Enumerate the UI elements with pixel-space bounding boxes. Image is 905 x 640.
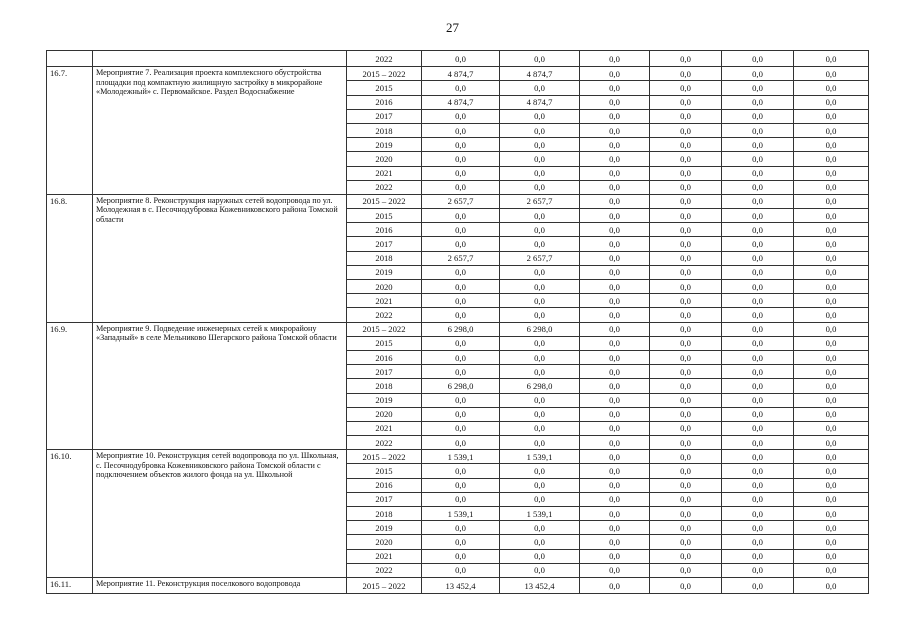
value-cell: 0,0 bbox=[794, 81, 869, 95]
value-cell: 0,0 bbox=[500, 265, 580, 279]
value-cell: 0,0 bbox=[422, 436, 500, 450]
value-cell: 0,0 bbox=[650, 350, 722, 364]
value-cell: 0,0 bbox=[500, 464, 580, 478]
value-cell: 0,0 bbox=[650, 478, 722, 492]
value-cell: 0,0 bbox=[580, 521, 650, 535]
value-cell: 0,0 bbox=[580, 365, 650, 379]
value-cell: 0,0 bbox=[794, 492, 869, 506]
value-cell: 0,0 bbox=[794, 478, 869, 492]
table-row bbox=[47, 51, 869, 67]
value-cell: 0,0 bbox=[422, 166, 500, 180]
value-cell: 0,0 bbox=[650, 379, 722, 393]
value-cell: 0,0 bbox=[500, 393, 580, 407]
year-cell: 2015 – 2022 bbox=[347, 577, 422, 593]
value-cell: 0,0 bbox=[500, 180, 580, 194]
value-cell: 0,0 bbox=[580, 194, 650, 208]
year-cell: 2017 bbox=[347, 109, 422, 123]
value-cell: 0,0 bbox=[794, 322, 869, 336]
value-cell: 0,0 bbox=[650, 336, 722, 350]
value-cell: 0,0 bbox=[422, 535, 500, 549]
value-cell: 0,0 bbox=[580, 81, 650, 95]
value-cell: 0,0 bbox=[722, 152, 794, 166]
value-cell: 0,0 bbox=[722, 336, 794, 350]
value-cell: 0,0 bbox=[580, 492, 650, 506]
value-cell: 0,0 bbox=[500, 436, 580, 450]
value-cell: 0,0 bbox=[422, 123, 500, 137]
year-cell: 2021 bbox=[347, 166, 422, 180]
value-cell: 0,0 bbox=[650, 280, 722, 294]
value-cell: 0,0 bbox=[722, 563, 794, 577]
value-cell: 0,0 bbox=[722, 322, 794, 336]
year-cell: 2019 bbox=[347, 521, 422, 535]
value-cell: 0,0 bbox=[422, 365, 500, 379]
value-cell: 0,0 bbox=[794, 237, 869, 251]
value-cell: 0,0 bbox=[794, 138, 869, 152]
value-cell: 0,0 bbox=[650, 365, 722, 379]
value-cell: 0,0 bbox=[580, 152, 650, 166]
year-cell: 2017 bbox=[347, 365, 422, 379]
year-cell: 2020 bbox=[347, 407, 422, 421]
value-cell: 0,0 bbox=[722, 393, 794, 407]
value-cell: 0,0 bbox=[500, 138, 580, 152]
value-cell: 0,0 bbox=[722, 223, 794, 237]
item-number-cell: 16.7. bbox=[47, 67, 93, 195]
value-cell: 0,0 bbox=[794, 51, 869, 67]
value-cell: 0,0 bbox=[794, 280, 869, 294]
value-cell: 0,0 bbox=[722, 379, 794, 393]
value-cell: 0,0 bbox=[650, 393, 722, 407]
value-cell: 0,0 bbox=[650, 265, 722, 279]
value-cell: 0,0 bbox=[500, 549, 580, 563]
value-cell: 0,0 bbox=[422, 265, 500, 279]
value-cell: 0,0 bbox=[500, 223, 580, 237]
value-cell: 0,0 bbox=[580, 237, 650, 251]
value-cell: 4 874,7 bbox=[500, 67, 580, 81]
budget-table bbox=[46, 50, 869, 594]
value-cell: 0,0 bbox=[422, 51, 500, 67]
value-cell: 0,0 bbox=[794, 95, 869, 109]
value-cell: 0,0 bbox=[580, 322, 650, 336]
value-cell: 0,0 bbox=[580, 166, 650, 180]
value-cell: 0,0 bbox=[794, 563, 869, 577]
value-cell: 0,0 bbox=[422, 152, 500, 166]
value-cell: 0,0 bbox=[580, 123, 650, 137]
year-cell: 2016 bbox=[347, 223, 422, 237]
value-cell: 0,0 bbox=[722, 549, 794, 563]
value-cell: 0,0 bbox=[580, 577, 650, 593]
year-cell: 2018 bbox=[347, 507, 422, 521]
value-cell: 0,0 bbox=[794, 407, 869, 421]
value-cell: 0,0 bbox=[650, 237, 722, 251]
year-cell: 2022 bbox=[347, 563, 422, 577]
value-cell: 0,0 bbox=[722, 577, 794, 593]
value-cell: 0,0 bbox=[500, 81, 580, 95]
value-cell: 0,0 bbox=[650, 166, 722, 180]
value-cell: 0,0 bbox=[650, 521, 722, 535]
table-row bbox=[47, 450, 869, 464]
value-cell: 0,0 bbox=[650, 138, 722, 152]
item-description-cell: Мероприятие 8. Реконструкция наружных сетей водопровода по ул. Молодежная в с. Песочнодубровка Кожевниковского района Томской области bbox=[93, 194, 347, 322]
value-cell: 0,0 bbox=[580, 478, 650, 492]
value-cell: 0,0 bbox=[722, 535, 794, 549]
value-cell: 0,0 bbox=[650, 450, 722, 464]
year-cell: 2021 bbox=[347, 294, 422, 308]
table-row bbox=[47, 67, 869, 81]
value-cell: 0,0 bbox=[500, 521, 580, 535]
year-cell: 2022 bbox=[347, 308, 422, 322]
year-cell: 2017 bbox=[347, 492, 422, 506]
value-cell: 1 539,1 bbox=[500, 507, 580, 521]
value-cell: 0,0 bbox=[580, 393, 650, 407]
item-description-cell: Мероприятие 9. Подведение инженерных сетей к микрорайону «Западный» в селе Мельниково Шегарского района Томской области bbox=[93, 322, 347, 450]
value-cell: 0,0 bbox=[580, 436, 650, 450]
value-cell: 0,0 bbox=[794, 464, 869, 478]
value-cell: 0,0 bbox=[580, 251, 650, 265]
value-cell: 0,0 bbox=[580, 379, 650, 393]
value-cell: 0,0 bbox=[794, 308, 869, 322]
value-cell: 6 298,0 bbox=[500, 322, 580, 336]
year-cell: 2019 bbox=[347, 393, 422, 407]
value-cell: 0,0 bbox=[650, 563, 722, 577]
value-cell: 0,0 bbox=[650, 464, 722, 478]
year-cell: 2019 bbox=[347, 265, 422, 279]
value-cell: 0,0 bbox=[794, 507, 869, 521]
year-cell: 2015 – 2022 bbox=[347, 450, 422, 464]
value-cell: 0,0 bbox=[422, 308, 500, 322]
year-cell: 2021 bbox=[347, 549, 422, 563]
year-cell: 2022 bbox=[347, 436, 422, 450]
table-body bbox=[47, 51, 869, 594]
value-cell: 0,0 bbox=[722, 507, 794, 521]
value-cell: 0,0 bbox=[794, 265, 869, 279]
value-cell: 0,0 bbox=[422, 81, 500, 95]
value-cell: 0,0 bbox=[722, 51, 794, 67]
year-cell: 2017 bbox=[347, 237, 422, 251]
value-cell: 0,0 bbox=[500, 237, 580, 251]
value-cell: 0,0 bbox=[722, 180, 794, 194]
year-cell: 2016 bbox=[347, 350, 422, 364]
value-cell: 0,0 bbox=[650, 95, 722, 109]
value-cell: 0,0 bbox=[500, 336, 580, 350]
value-cell: 0,0 bbox=[650, 223, 722, 237]
value-cell: 0,0 bbox=[722, 166, 794, 180]
value-cell: 0,0 bbox=[500, 350, 580, 364]
value-cell: 0,0 bbox=[500, 421, 580, 435]
value-cell: 0,0 bbox=[580, 350, 650, 364]
value-cell: 0,0 bbox=[580, 209, 650, 223]
value-cell: 0,0 bbox=[650, 549, 722, 563]
value-cell: 0,0 bbox=[422, 180, 500, 194]
value-cell: 0,0 bbox=[650, 577, 722, 593]
year-cell: 2015 – 2022 bbox=[347, 67, 422, 81]
year-cell: 2022 bbox=[347, 180, 422, 194]
value-cell: 4 874,7 bbox=[422, 67, 500, 81]
value-cell: 13 452,4 bbox=[500, 577, 580, 593]
value-cell: 0,0 bbox=[580, 138, 650, 152]
value-cell: 0,0 bbox=[650, 123, 722, 137]
value-cell: 4 874,7 bbox=[422, 95, 500, 109]
value-cell: 0,0 bbox=[794, 194, 869, 208]
value-cell: 0,0 bbox=[794, 166, 869, 180]
value-cell: 0,0 bbox=[580, 308, 650, 322]
value-cell: 0,0 bbox=[722, 308, 794, 322]
value-cell: 0,0 bbox=[422, 393, 500, 407]
value-cell: 0,0 bbox=[650, 81, 722, 95]
year-cell: 2021 bbox=[347, 421, 422, 435]
value-cell: 0,0 bbox=[794, 123, 869, 137]
year-cell: 2022 bbox=[347, 51, 422, 67]
value-cell: 0,0 bbox=[650, 251, 722, 265]
year-cell: 2015 – 2022 bbox=[347, 194, 422, 208]
value-cell: 0,0 bbox=[722, 521, 794, 535]
value-cell: 4 874,7 bbox=[500, 95, 580, 109]
value-cell: 0,0 bbox=[722, 123, 794, 137]
value-cell: 0,0 bbox=[422, 563, 500, 577]
value-cell: 0,0 bbox=[580, 535, 650, 549]
value-cell: 0,0 bbox=[794, 294, 869, 308]
table-row bbox=[47, 194, 869, 208]
item-description-cell: Мероприятие 7. Реализация проекта комплексного обустройства площадки под компактную жилищную застройку в микрорайоне «Молодежный» с. Первомайское. Раздел Водоснабжение bbox=[93, 67, 347, 195]
item-description-cell bbox=[93, 51, 347, 67]
value-cell: 0,0 bbox=[650, 194, 722, 208]
value-cell: 0,0 bbox=[580, 223, 650, 237]
value-cell: 0,0 bbox=[580, 421, 650, 435]
year-cell: 2020 bbox=[347, 280, 422, 294]
value-cell: 0,0 bbox=[422, 421, 500, 435]
value-cell: 0,0 bbox=[580, 109, 650, 123]
value-cell: 6 298,0 bbox=[422, 322, 500, 336]
value-cell: 1 539,1 bbox=[500, 450, 580, 464]
value-cell: 0,0 bbox=[794, 365, 869, 379]
value-cell: 0,0 bbox=[580, 407, 650, 421]
year-cell: 2016 bbox=[347, 478, 422, 492]
value-cell: 2 657,7 bbox=[422, 194, 500, 208]
value-cell: 0,0 bbox=[500, 308, 580, 322]
value-cell: 0,0 bbox=[422, 521, 500, 535]
value-cell: 0,0 bbox=[580, 336, 650, 350]
value-cell: 0,0 bbox=[722, 436, 794, 450]
value-cell: 0,0 bbox=[500, 51, 580, 67]
year-cell: 2015 bbox=[347, 81, 422, 95]
value-cell: 0,0 bbox=[794, 109, 869, 123]
value-cell: 0,0 bbox=[650, 308, 722, 322]
value-cell: 0,0 bbox=[722, 209, 794, 223]
value-cell: 0,0 bbox=[500, 280, 580, 294]
value-cell: 0,0 bbox=[422, 280, 500, 294]
year-cell: 2018 bbox=[347, 379, 422, 393]
value-cell: 0,0 bbox=[794, 577, 869, 593]
value-cell: 0,0 bbox=[794, 535, 869, 549]
value-cell: 2 657,7 bbox=[422, 251, 500, 265]
value-cell: 0,0 bbox=[580, 95, 650, 109]
year-cell: 2018 bbox=[347, 251, 422, 265]
value-cell: 0,0 bbox=[794, 450, 869, 464]
value-cell: 0,0 bbox=[794, 350, 869, 364]
value-cell: 0,0 bbox=[794, 436, 869, 450]
year-cell: 2020 bbox=[347, 152, 422, 166]
value-cell: 0,0 bbox=[422, 294, 500, 308]
item-description-cell: Мероприятие 11. Реконструкция поселкового водопровода bbox=[93, 577, 347, 593]
value-cell: 0,0 bbox=[650, 322, 722, 336]
value-cell: 0,0 bbox=[500, 294, 580, 308]
value-cell: 0,0 bbox=[650, 436, 722, 450]
value-cell: 0,0 bbox=[500, 365, 580, 379]
value-cell: 2 657,7 bbox=[500, 251, 580, 265]
value-cell: 0,0 bbox=[422, 223, 500, 237]
value-cell: 0,0 bbox=[722, 109, 794, 123]
value-cell: 0,0 bbox=[722, 95, 794, 109]
value-cell: 0,0 bbox=[500, 407, 580, 421]
value-cell: 0,0 bbox=[722, 464, 794, 478]
value-cell: 0,0 bbox=[650, 180, 722, 194]
year-cell: 2015 bbox=[347, 464, 422, 478]
value-cell: 0,0 bbox=[580, 265, 650, 279]
value-cell: 0,0 bbox=[422, 109, 500, 123]
year-cell: 2015 – 2022 bbox=[347, 322, 422, 336]
value-cell: 0,0 bbox=[722, 492, 794, 506]
value-cell: 0,0 bbox=[722, 280, 794, 294]
value-cell: 0,0 bbox=[580, 294, 650, 308]
value-cell: 0,0 bbox=[650, 507, 722, 521]
value-cell: 0,0 bbox=[422, 336, 500, 350]
value-cell: 0,0 bbox=[580, 549, 650, 563]
value-cell: 0,0 bbox=[580, 563, 650, 577]
value-cell: 0,0 bbox=[500, 152, 580, 166]
value-cell: 0,0 bbox=[422, 407, 500, 421]
value-cell: 0,0 bbox=[794, 209, 869, 223]
value-cell: 0,0 bbox=[422, 492, 500, 506]
value-cell: 0,0 bbox=[422, 464, 500, 478]
value-cell: 0,0 bbox=[580, 67, 650, 81]
value-cell: 0,0 bbox=[722, 251, 794, 265]
value-cell: 0,0 bbox=[722, 265, 794, 279]
value-cell: 13 452,4 bbox=[422, 577, 500, 593]
value-cell: 6 298,0 bbox=[500, 379, 580, 393]
value-cell: 0,0 bbox=[580, 280, 650, 294]
value-cell: 0,0 bbox=[580, 464, 650, 478]
value-cell: 0,0 bbox=[580, 450, 650, 464]
year-cell: 2015 bbox=[347, 336, 422, 350]
value-cell: 0,0 bbox=[794, 421, 869, 435]
year-cell: 2019 bbox=[347, 138, 422, 152]
value-cell: 0,0 bbox=[500, 166, 580, 180]
value-cell: 0,0 bbox=[722, 194, 794, 208]
value-cell: 0,0 bbox=[580, 180, 650, 194]
table-row bbox=[47, 322, 869, 336]
value-cell: 0,0 bbox=[650, 407, 722, 421]
value-cell: 0,0 bbox=[722, 407, 794, 421]
value-cell: 0,0 bbox=[650, 51, 722, 67]
value-cell: 0,0 bbox=[422, 237, 500, 251]
value-cell: 0,0 bbox=[794, 393, 869, 407]
value-cell: 0,0 bbox=[422, 209, 500, 223]
value-cell: 0,0 bbox=[722, 350, 794, 364]
value-cell: 0,0 bbox=[650, 535, 722, 549]
value-cell: 0,0 bbox=[794, 521, 869, 535]
value-cell: 0,0 bbox=[722, 478, 794, 492]
item-number-cell bbox=[47, 51, 93, 67]
value-cell: 0,0 bbox=[650, 67, 722, 81]
value-cell: 2 657,7 bbox=[500, 194, 580, 208]
value-cell: 0,0 bbox=[794, 379, 869, 393]
value-cell: 0,0 bbox=[650, 109, 722, 123]
year-cell: 2018 bbox=[347, 123, 422, 137]
value-cell: 0,0 bbox=[722, 421, 794, 435]
value-cell: 0,0 bbox=[650, 152, 722, 166]
item-number-cell: 16.8. bbox=[47, 194, 93, 322]
value-cell: 0,0 bbox=[500, 563, 580, 577]
year-cell: 2020 bbox=[347, 535, 422, 549]
table-row bbox=[47, 577, 869, 593]
value-cell: 0,0 bbox=[794, 549, 869, 563]
item-number-cell: 16.10. bbox=[47, 450, 93, 578]
value-cell: 0,0 bbox=[794, 180, 869, 194]
page-number: 27 bbox=[446, 20, 459, 35]
value-cell: 0,0 bbox=[722, 81, 794, 95]
value-cell: 0,0 bbox=[722, 67, 794, 81]
value-cell: 0,0 bbox=[422, 350, 500, 364]
value-cell: 1 539,1 bbox=[422, 450, 500, 464]
value-cell: 0,0 bbox=[650, 421, 722, 435]
value-cell: 0,0 bbox=[722, 138, 794, 152]
item-number-cell: 16.9. bbox=[47, 322, 93, 450]
value-cell: 0,0 bbox=[500, 535, 580, 549]
value-cell: 0,0 bbox=[722, 294, 794, 308]
value-cell: 0,0 bbox=[422, 549, 500, 563]
value-cell: 0,0 bbox=[422, 478, 500, 492]
value-cell: 0,0 bbox=[580, 51, 650, 67]
value-cell: 0,0 bbox=[500, 209, 580, 223]
value-cell: 0,0 bbox=[500, 109, 580, 123]
year-cell: 2016 bbox=[347, 95, 422, 109]
value-cell: 0,0 bbox=[500, 123, 580, 137]
value-cell: 6 298,0 bbox=[422, 379, 500, 393]
value-cell: 0,0 bbox=[794, 251, 869, 265]
value-cell: 0,0 bbox=[722, 365, 794, 379]
value-cell: 0,0 bbox=[650, 492, 722, 506]
value-cell: 0,0 bbox=[422, 138, 500, 152]
value-cell: 0,0 bbox=[500, 492, 580, 506]
value-cell: 0,0 bbox=[722, 450, 794, 464]
value-cell: 0,0 bbox=[722, 237, 794, 251]
value-cell: 0,0 bbox=[500, 478, 580, 492]
item-number-cell: 16.11. bbox=[47, 577, 93, 593]
item-description-cell: Мероприятие 10. Реконструкция сетей водопровода по ул. Школьная, с. Песочнодубровка Кожевниковского района Томской области с подключением объектов жилого фонда на ул. Школьной bbox=[93, 450, 347, 578]
value-cell: 0,0 bbox=[650, 294, 722, 308]
value-cell: 0,0 bbox=[794, 223, 869, 237]
year-cell: 2015 bbox=[347, 209, 422, 223]
value-cell: 1 539,1 bbox=[422, 507, 500, 521]
value-cell: 0,0 bbox=[794, 67, 869, 81]
value-cell: 0,0 bbox=[794, 336, 869, 350]
value-cell: 0,0 bbox=[794, 152, 869, 166]
value-cell: 0,0 bbox=[580, 507, 650, 521]
value-cell: 0,0 bbox=[650, 209, 722, 223]
